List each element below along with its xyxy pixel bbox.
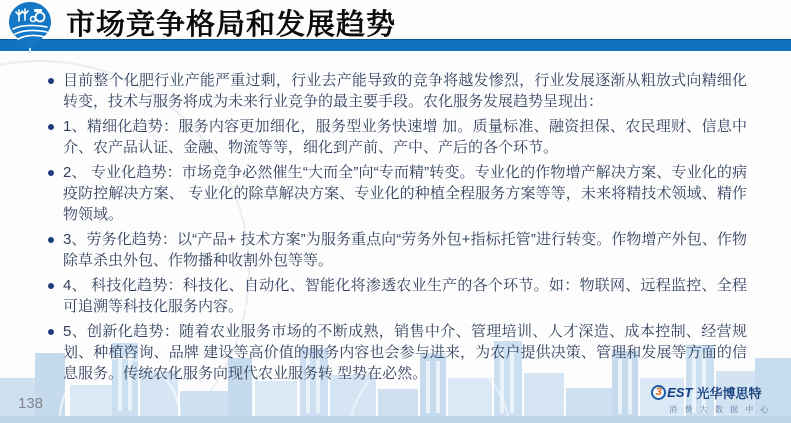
bullet-dot-icon — [48, 229, 63, 271]
list-item — [48, 70, 747, 112]
bullet-text: 2、 专业化趋势：市场竞争必然催生“大而全”向“专而精”转变。专业化的作物增产解决方案、专业化的病疫防控解决方案、 专业化的除草解决方案、专业化的种植全程服务方案等等，未来将精技术领域、精作物领域。 — [63, 164, 747, 223]
brand-subtitle: 消 费 大 数 据 中 心 — [669, 405, 771, 414]
slide-body — [0, 51, 791, 384]
bullet-list — [48, 70, 747, 384]
slide-header — [0, 0, 791, 51]
bottom-accent-strip — [0, 416, 791, 423]
bullet-dot-icon — [48, 116, 63, 158]
bullet-dot-icon — [48, 321, 63, 384]
best-circle-logo-icon: 3 — [651, 385, 666, 400]
list-item — [48, 229, 747, 271]
brand-logo — [651, 383, 771, 415]
bullet-text: 3、劳务化趋势：以“产品+ 技术方案”为服务重点向“劳务外包+指标托管”进行转变。作物增产外包、作物除草杀虫外包、作物播种收割外包等等。 — [63, 231, 747, 269]
agri-location-pin-icon — [7, 1, 53, 55]
bullet-text: 目前整个化肥行业产能严重过剩，行业去产能导致的竞争将越发惨烈，行业发展逐渐从粗放式向精细化转变，技术与服务将成为未来行业竞争的最主要手段。农化服务发展趋势呈现出： — [63, 72, 747, 110]
bullet-text: 1、精细化趋势：服务内容更加细化，服务型业务快速增 加。质量标准、融资担保、农民理财、信息中介、农产品认证、金融、物流等等，细化到产前、产中、产后的各个环节。 — [63, 118, 747, 156]
bullet-dot-icon — [48, 162, 63, 225]
page-number: 138 — [18, 395, 44, 412]
bullet-text: 4、 科技化趋势：科技化、自动化、智能化将渗透农业生产的各个环节。如：物联网、远程监控、全程可追溯等科技化服务内容。 — [63, 277, 747, 315]
list-item — [48, 162, 747, 225]
brand-name: 光华博思特 — [696, 386, 762, 401]
brand-est-text: EST — [667, 385, 693, 400]
bullet-dot-icon — [48, 70, 63, 112]
list-item — [48, 116, 747, 158]
bullet-text: 5、创新化趋势：随着农业服务市场的不断成熟，销售中介、管理培训、人才深造、成本控制、经营规划、种植咨询、品牌 建设等高价值的服务内容也会参与进来，为农户提供决策、管理和发展等方面的信息服务。传统农化服务向现代农业服务转 型势在必然。 — [63, 323, 747, 382]
list-item — [48, 275, 747, 317]
page-title: 市场竞争格局和发展趋势 — [66, 9, 397, 41]
list-item — [48, 321, 747, 384]
bullet-dot-icon — [48, 275, 63, 317]
